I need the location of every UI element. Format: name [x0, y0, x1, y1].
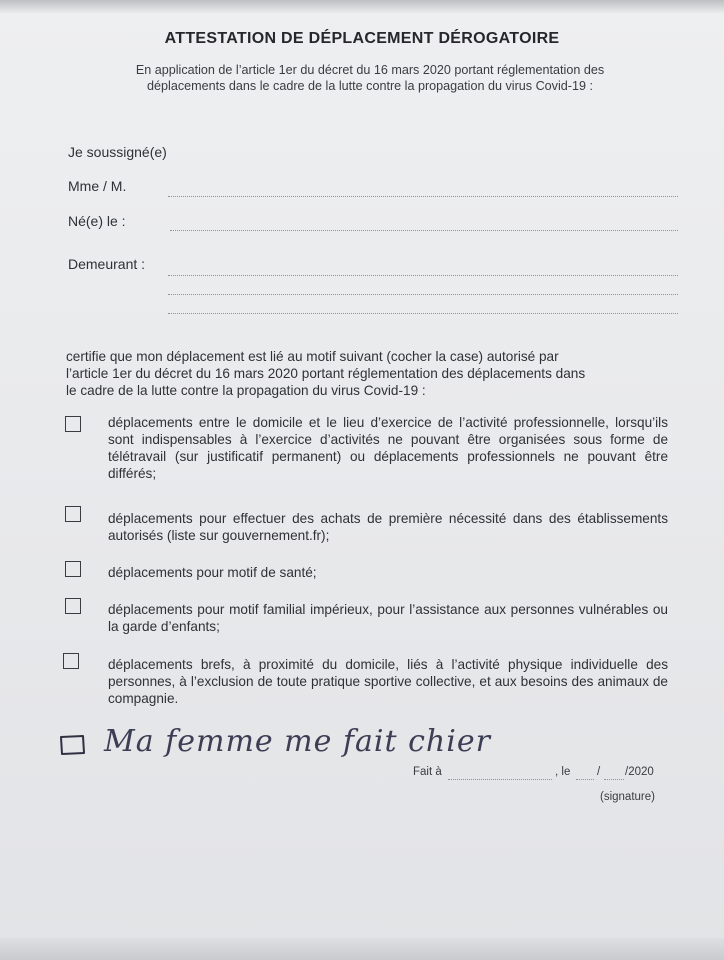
address-field-line-3[interactable]	[168, 313, 678, 314]
option-2-checkbox[interactable]	[65, 506, 81, 522]
date-month-field[interactable]	[604, 779, 624, 780]
handwritten-reason: Ma femme me fait chier	[104, 724, 491, 759]
name-label: Mme / M.	[68, 178, 127, 194]
option-5-text: déplacements brefs, à proximité du domicile, liés à l’activité physique individuelle des personnes, à l’exclusion de toute pratique sportive collective, et aux besoins des animaux de compagnie.	[108, 657, 668, 706]
date-separator: /	[597, 766, 601, 778]
date-day-field[interactable]	[576, 779, 594, 780]
certify-paragraph	[66, 348, 680, 399]
birth-date-field[interactable]	[170, 230, 678, 231]
made-at-field[interactable]	[448, 779, 552, 780]
option-5-checkbox[interactable]	[63, 653, 79, 669]
intro-paragraph	[70, 62, 670, 94]
date-le-label: , le	[555, 766, 571, 778]
handwritten-checkbox[interactable]	[58, 734, 88, 756]
option-1-text: déplacements entre le domicile et le lieu d’exercice de l’activité professionnelle, lorsqu’ils sont indispensables à l’exercice d’activités ne pouvant être organisées sous forme de télétravail (sur justificatif permanent) ou déplacements professionnels ne pouvant être différés;	[108, 415, 668, 481]
name-field[interactable]	[168, 196, 678, 197]
page-top-shadow	[0, 0, 724, 14]
option-4-checkbox[interactable]	[65, 598, 81, 614]
option-3-checkbox[interactable]	[65, 561, 81, 577]
address-field-line-1[interactable]	[168, 275, 678, 276]
option-3-text: déplacements pour motif de santé;	[108, 565, 317, 580]
certify-line-2: l’article 1er du décret du 16 mars 2020 portant réglementation des déplacements dans	[66, 366, 586, 381]
birth-date-label: Né(e) le :	[68, 213, 126, 229]
certify-line-1: certifie que mon déplacement est lié au motif suivant (cocher la case) autorisé par	[66, 349, 559, 364]
signature-label: (signature)	[600, 791, 655, 803]
option-4-text: déplacements pour motif familial impérieux, pour l’assistance aux personnes vulnérables ou la garde d’enfants;	[108, 602, 668, 634]
option-2-text: déplacements pour effectuer des achats de première nécessité dans des établissements autorisés (liste sur gouvernement.fr);	[108, 511, 668, 543]
option-1-checkbox[interactable]	[65, 416, 81, 432]
intro-line-1: En application de l’article 1er du décret du 16 mars 2020 portant réglementation des	[135, 63, 605, 77]
date-year: /2020	[625, 766, 654, 778]
page-bottom-fold	[0, 938, 724, 960]
document-title: ATTESTATION DE DÉPLACEMENT DÉROGATOIRE	[164, 30, 560, 47]
address-label: Demeurant :	[68, 256, 146, 272]
made-at-label: Fait à	[413, 766, 442, 778]
address-field-line-2[interactable]	[168, 294, 678, 295]
undersigned-label: Je soussigné(e)	[68, 144, 167, 160]
intro-line-2: déplacements dans le cadre de la lutte contre la propagation du virus Covid-19 :	[147, 79, 593, 93]
certify-line-3: le cadre de la lutte contre la propagation du virus Covid-19 :	[66, 383, 426, 398]
